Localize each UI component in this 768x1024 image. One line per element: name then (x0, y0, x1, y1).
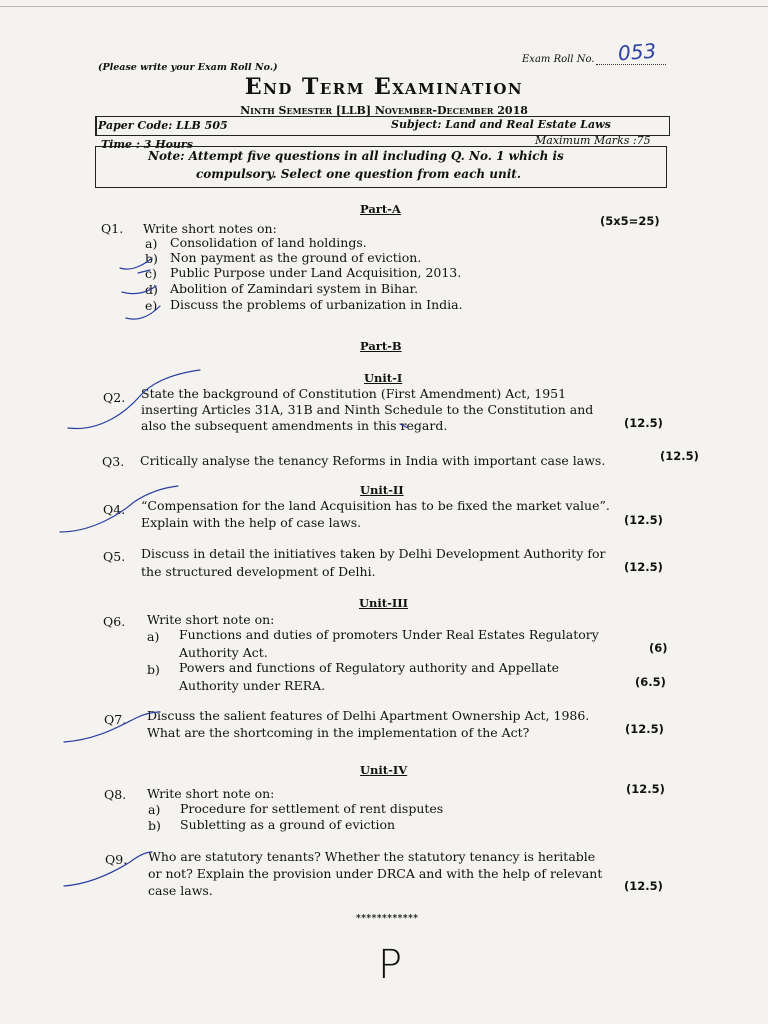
q4-marks: (12.5) (624, 513, 663, 527)
q8-item-b: Subletting as a ground of eviction (180, 817, 396, 832)
end-stars: ************ (356, 914, 419, 924)
q1-text: Write short notes on: (143, 221, 277, 236)
q9-number: Q9. (105, 852, 128, 867)
unit-3-heading: Unit-III (359, 596, 408, 610)
q8-item-b-label: b) (148, 818, 161, 833)
q7-marks: (12.5) (625, 722, 664, 736)
semester-line: Ninth Semester [LLB] November-December 2018 (240, 104, 528, 117)
q6-text: Write short note on: (147, 612, 275, 627)
q4-line-2: Explain with the help of case laws. (141, 515, 362, 530)
q4-line-1: “Compensation for the land Acquisition has to be fixed the market value”. (141, 498, 610, 513)
handwritten-p-mark: P (378, 942, 403, 988)
q5-line-2: the structured development of Delhi. (141, 564, 376, 579)
q6-b-marks: (6.5) (635, 675, 666, 689)
q6-a-label: a) (147, 629, 160, 644)
subject: Subject: Land and Real Estate Laws (391, 118, 611, 131)
q5-line-1: Discuss in detail the initiatives taken by Delhi Development Authority for (141, 546, 606, 561)
roll-label: Exam Roll No. (522, 54, 595, 65)
q8-text: Write short note on: (147, 786, 275, 801)
q8-marks: (12.5) (626, 782, 665, 796)
q6-a-line-1: Functions and duties of promoters Under Real Estates Regulatory (179, 627, 599, 642)
note-box (95, 146, 667, 188)
q1-item-e: Discuss the problems of urbanization in India. (170, 297, 463, 312)
q8-item-a-label: a) (148, 802, 161, 817)
q1-item-c: Public Purpose under Land Acquisition, 2013. (170, 265, 462, 280)
q2-number: Q2. (103, 390, 126, 405)
q6-number: Q6. (103, 614, 126, 629)
q3-line-1: Critically analyse the tenancy Reforms in India with important case laws. (140, 453, 606, 468)
q1-item-b: Non payment as the ground of eviction. (170, 250, 422, 265)
q1-item-b-label: b) (145, 251, 158, 266)
scan-edge-line (0, 6, 768, 7)
unit-2-heading: Unit-II (360, 483, 404, 497)
q9-line-2: or not? Explain the provision under DRCA and with the help of relevant (148, 866, 603, 881)
q1-item-a-label: a) (145, 236, 158, 251)
roll-instruction: (Please write your Exam Roll No.) (98, 62, 278, 73)
q5-marks: (12.5) (624, 560, 663, 574)
q7-line-1: Discuss the salient features of Delhi Apartment Ownership Act, 1986. (147, 708, 590, 723)
q7-line-2: What are the shortcoming in the implementation of the Act? (147, 725, 530, 740)
q1-number: Q1. (101, 221, 124, 236)
part-b-heading: Part-B (360, 339, 402, 353)
roll-number-handwritten: 053 (617, 38, 657, 66)
part-a-heading: Part-A (360, 202, 401, 216)
note-line-2: compulsory. Select one question from each unit. (196, 167, 522, 181)
q6-b-line-1: Powers and functions of Regulatory authority and Appellate (179, 660, 559, 675)
max-marks: Maximum Marks :75 (535, 134, 651, 147)
unit-1-heading: Unit-I (364, 371, 403, 385)
q2-marks: (12.5) (624, 416, 663, 430)
q5-number: Q5. (103, 549, 126, 564)
q3-marks: (12.5) (660, 449, 699, 463)
q1-item-d-label: d) (145, 282, 158, 297)
q6-a-line-2: Authority Act. (179, 645, 268, 660)
paper-code: Paper Code: LLB 505 (98, 119, 228, 132)
q3-number: Q3. (102, 454, 125, 469)
exam-title: End Term Examination (244, 74, 524, 100)
q1-item-d: Abolition of Zamindari system in Bihar. (170, 281, 419, 296)
q2-line-2: inserting Articles 31A, 31B and Ninth Schedule to the Constitution and (141, 402, 594, 417)
q1-item-a: Consolidation of land holdings. (170, 235, 367, 250)
q8-item-a: Procedure for settlement of rent disputes (180, 801, 444, 816)
time: Time : 3 Hours (101, 138, 193, 151)
q1-marks: (5x5=25) (600, 214, 660, 228)
q8-number: Q8. (104, 787, 127, 802)
unit-4-heading: Unit-IV (360, 763, 408, 777)
q1-item-c-label: c) (145, 266, 157, 281)
q9-line-3: case laws. (148, 883, 213, 898)
note-line-1: Note: Attempt five questions in all including Q. No. 1 which is (148, 149, 564, 163)
q2-line-3: also the subsequent amendments in this regard. (141, 418, 448, 433)
q4-number: Q4. (103, 502, 126, 517)
q9-marks: (12.5) (624, 879, 663, 893)
q6-b-label: b) (147, 662, 160, 677)
q7-number: Q7. (104, 712, 127, 727)
q6-a-marks: (6) (649, 641, 668, 655)
q6-b-line-2: Authority under RERA. (179, 678, 326, 693)
q9-line-1: Who are statutory tenants? Whether the statutory tenancy is heritable (148, 849, 596, 864)
q1-item-e-label: e) (145, 298, 158, 313)
q2-line-1: State the background of Constitution (First Amendment) Act, 1951 (141, 386, 567, 401)
